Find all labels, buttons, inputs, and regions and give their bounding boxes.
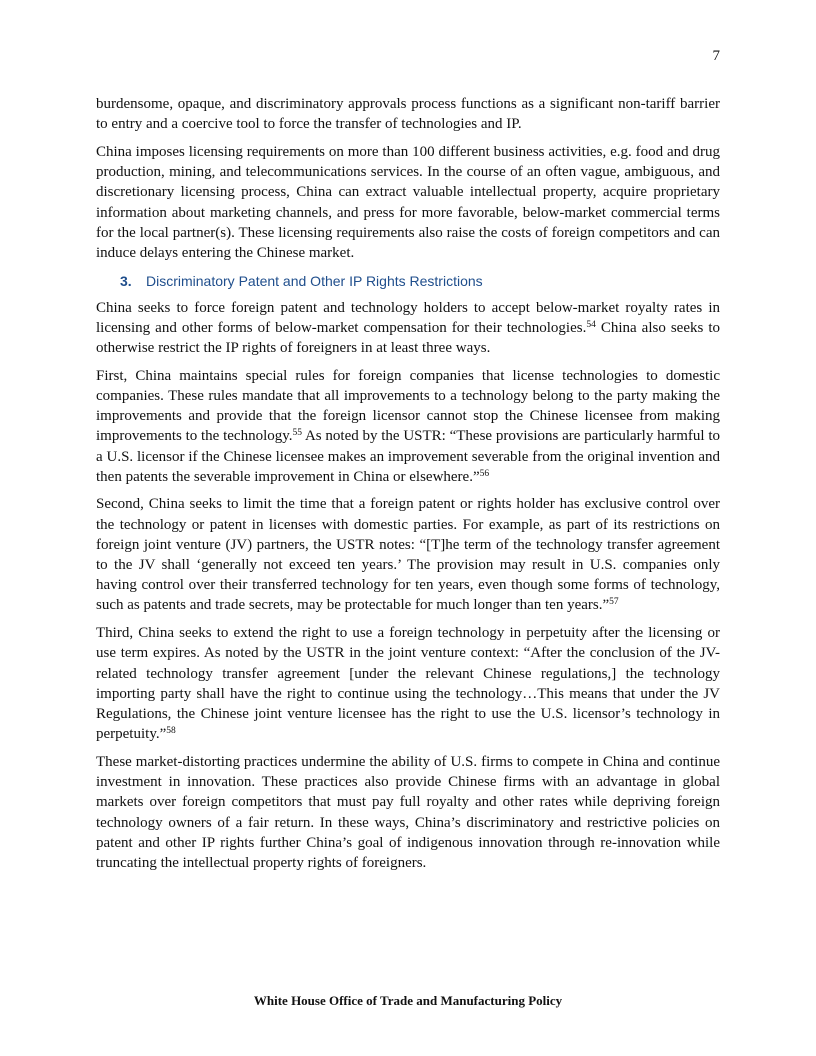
paragraph-below-market-royalties [96, 298, 720, 359]
footnote-ref-55[interactable]: 55 [292, 428, 303, 439]
section-heading [120, 271, 720, 291]
footnote-ref-58[interactable]: 58 [166, 726, 176, 737]
page-footer: White House Office of Trade and Manufacturing Policy [253, 993, 563, 1008]
paragraph-second-time-limit [96, 494, 720, 615]
paragraph-approvals-barrier: burdensome, opaque, and discriminatory approvals process functions as a significant non-tariff barrier to entry and a coercive tool to force the transfer of technologies and IP. [96, 96, 720, 133]
paragraph-first-special-rules [96, 366, 720, 487]
footnote-ref-54[interactable]: 54 [586, 319, 596, 330]
section-title: Discriminatory Patent and Other IP Rights Restrictions [146, 272, 483, 289]
footnote-ref-56[interactable]: 56 [479, 468, 490, 479]
paragraph-licensing-requirements: China imposes licensing requirements on more than 100 different business activities, e.g. food and drug production, mining, and telecommunications services. In the course of an often vague, ambiguous, and discretionary licensing process, China can extract valuable intellectual property, acquire proprietary information about marketing channels, and press for more favorable, below-market commercial terms for the local partner(s). These licensing requirements also raise the costs of foreign competitors and can induce delays entering the Chinese market. [96, 143, 720, 261]
paragraph-text: China also seeks to otherwise restrict the IP rights of foreigners in at least three ways. [96, 319, 720, 357]
page-body [96, 94, 720, 881]
paragraph-text: First, China maintains special rules for foreign companies that license technologies to domestic companies. These rules mandate that all improvements to a technology belong to the party making the improvements and provide that the foreign licensor cannot stop the Chinese licensee from making improvements to the technology. [96, 367, 720, 445]
paragraph-text: China seeks to force foreign patent and technology holders to accept below-market royalty rates in licensing and other forms of below-market compensation for their technologies. [96, 299, 720, 336]
section-number: 3. [120, 272, 132, 289]
footnote-ref-57[interactable]: 57 [609, 597, 619, 608]
page-number: 7 [712, 48, 720, 64]
paragraph-market-distorting-practices: These market-distorting practices undermine the ability of U.S. firms to compete in China and continue investment in innovation. These practices also provide Chinese firms with an advantage in global markets over foreign competitors that must pay full royalty and other rates while depriving foreign technology owners of a fair return. In these ways, China’s discriminatory and restrictive policies on patent and other IP rights further China’s goal of indigenous innovation through re-innovation while truncating the intellectual property rights of foreigners. [96, 753, 720, 871]
paragraph-text: As noted by the USTR: “These provisions are particularly harmful to a U.S. licensor if the Chinese licensee makes an improvement severable from the original invention and then patents the severable improvement in China or elsewhere.” [96, 428, 720, 485]
paragraph-third-perpetuity [96, 623, 720, 744]
paragraph-text: Second, China seeks to limit the time that a foreign patent or rights holder has exclusive control over the technology or patent in licenses with domestic parties. For example, as part of its restrictions on foreign joint venture (JV) partners, the USTR notes: “[T]he term of the technology transfer agreement to the JV shall ‘generally not exceed ten years.’ The provision may result in U.S. companies only having control over their transferred technology for ten years, even though some forms of technology, such as patents and trade secrets, may be protectable for much longer than ten years.” [96, 496, 720, 614]
paragraph-text: Third, China seeks to extend the right to use a foreign technology in perpetuity after the licensing or use term expires. As noted by the USTR in the joint venture context: “After the conclusion of the JV-related technology transfer agreement [under the relevant Chinese regulations,] the technology importing party shall have the right to continue using the technology…This means that under the JV Regulations, the Chinese joint venture licensee has the right to use the U.S. licensor’s technology in perpetuity.” [96, 625, 720, 743]
